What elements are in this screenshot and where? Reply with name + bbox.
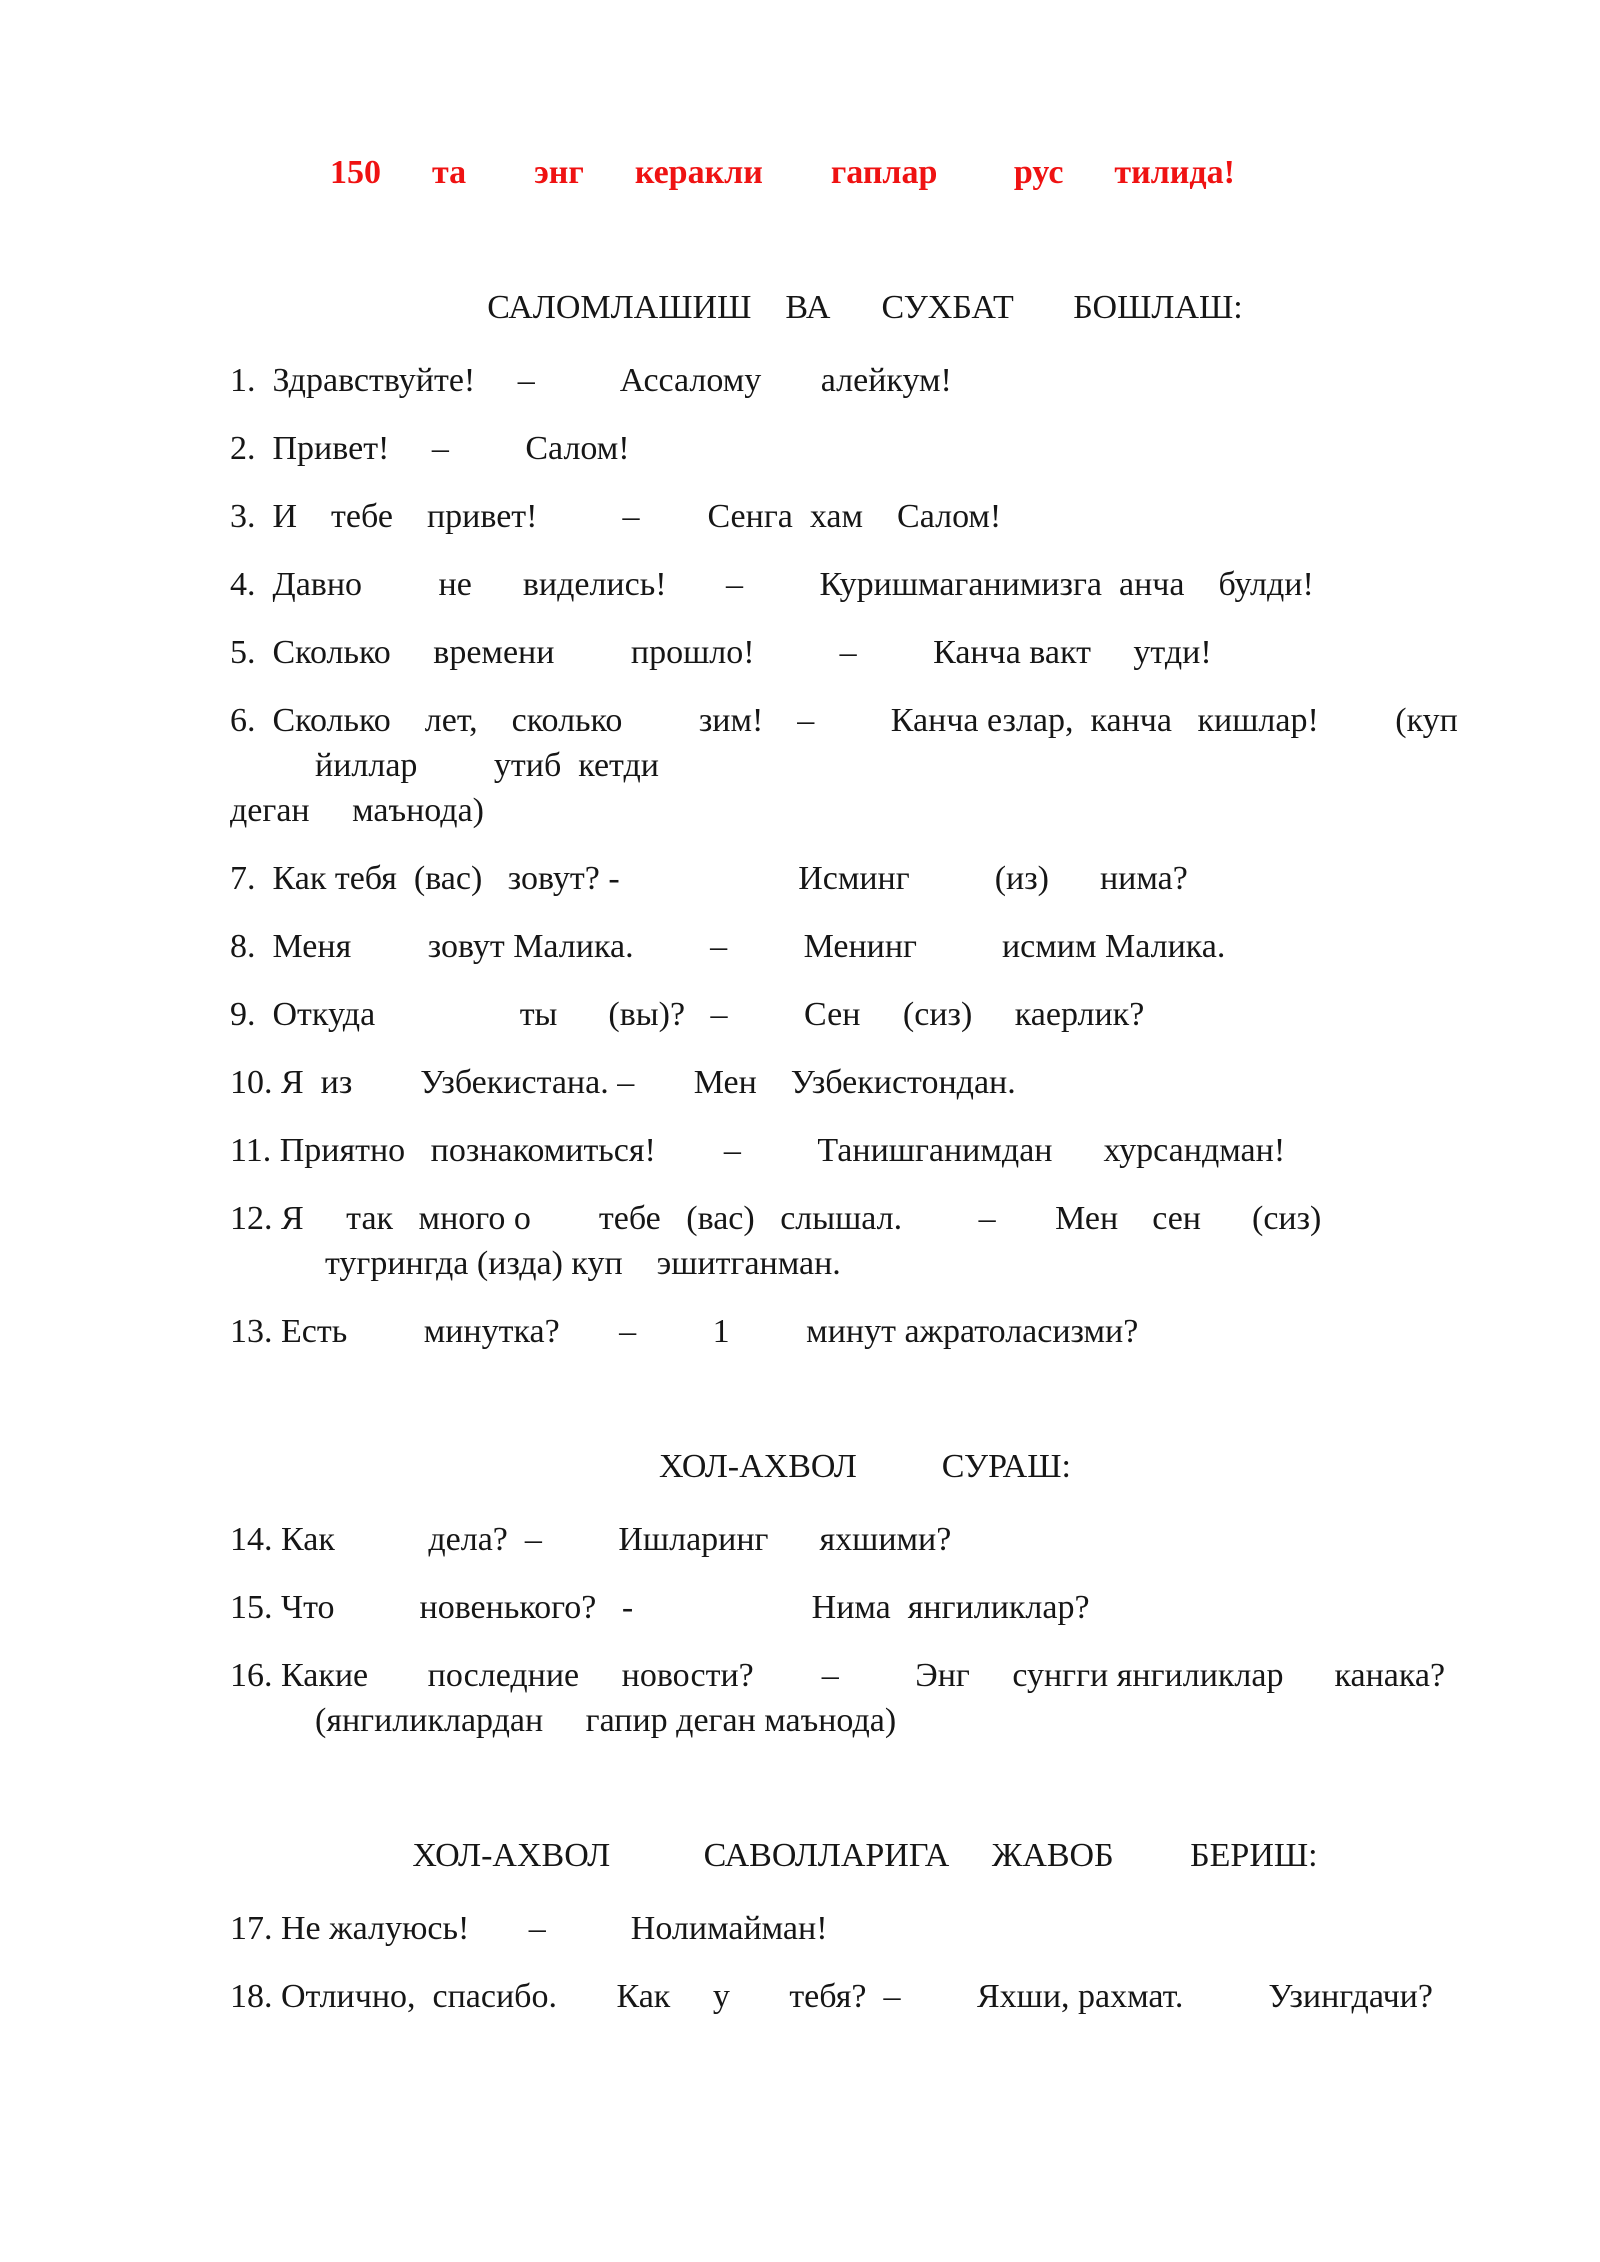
phrase-line: 2. Привет! – Салом!: [230, 430, 630, 467]
phrase-line: 9. Откуда ты (вы)? – Сен (сиз) каерлик?: [230, 996, 1145, 1033]
phrase-item: [230, 992, 1500, 1037]
phrase-line: 13. Есть минутка? – 1 минут ажратоласизми?: [230, 1313, 1139, 1350]
phrase-item: [230, 630, 1500, 675]
phrase-item: [230, 1060, 1500, 1105]
phrase-item: [230, 698, 1500, 833]
phrase-item: [230, 1128, 1500, 1173]
phrase-line: тугрингда (изда) куп эшитганман.: [325, 1245, 841, 1282]
phrase-line: 14. Как дела? – Ишларинг яхшими?: [230, 1521, 952, 1558]
phrase-item: [230, 358, 1500, 403]
phrase-line: 1. Здравствуйте! – Ассалому алейкум!: [230, 362, 952, 399]
phrase-line: йиллар утиб кетди: [315, 747, 659, 784]
phrase-line: 18. Отлично, спасибо. Как у тебя? – Яхши, рахмат. Узингдачи?: [230, 1978, 1433, 2015]
phrase-line: 15. Что новенького? - Нима янгиликлар?: [230, 1589, 1090, 1626]
phrase-item: [230, 924, 1500, 969]
phrase-section: [230, 1833, 1500, 2019]
phrase-item: [230, 1653, 1500, 1743]
phrase-line: 12. Я так много о тебе (вас) слышал. – Мен сен (сиз): [230, 1200, 1322, 1237]
section-heading: САЛОМЛАШИШ ВА СУХБАТ БОШЛАШ:: [487, 289, 1243, 326]
phrase-line: 11. Приятно познакомиться! – Танишганимдан хурсандман!: [230, 1132, 1286, 1169]
phrase-line: 10. Я из Узбекистана. – Мен Узбекистондан.: [230, 1064, 1016, 1101]
section-heading: ХОЛ-АХВОЛ САВОЛЛАРИГА ЖАВОБ БЕРИШ:: [412, 1837, 1318, 1874]
phrase-line: деган маънода): [230, 792, 485, 829]
document-body: [230, 285, 1500, 2019]
phrase-line: 16. Какие последние новости? – Энг сунгги янгиликлар канака?: [230, 1657, 1446, 1694]
phrase-item: [230, 1196, 1500, 1286]
phrase-item: [230, 1585, 1500, 1630]
phrase-item: [230, 1906, 1500, 1951]
document-title: 150 та энг керакли гаплар рус тилида!: [330, 154, 1235, 191]
section-heading: ХОЛ-АХВОЛ СУРАШ:: [659, 1448, 1071, 1485]
phrase-item: [230, 426, 1500, 471]
phrase-item: [230, 856, 1500, 901]
phrase-item: [230, 494, 1500, 539]
phrase-line: 6. Сколько лет, сколько зим! – Канча езлар, канча кишлар! (куп: [230, 702, 1458, 739]
phrase-section: [230, 1444, 1500, 1743]
phrase-line: 17. Не жалуюсь! – Нолимайман!: [230, 1910, 828, 1947]
phrase-item: [230, 1974, 1500, 2019]
phrase-item: [230, 1309, 1500, 1354]
phrase-line: 3. И тебе привет! – Сенга хам Салом!: [230, 498, 1002, 535]
phrase-section: [230, 285, 1500, 1354]
phrase-item: [230, 562, 1500, 607]
phrase-line: (янгиликлардан гапир деган маънода): [315, 1702, 897, 1739]
phrase-line: 4. Давно не виделись! – Куришмаганимизга анча булди!: [230, 566, 1314, 603]
phrase-item: [230, 1517, 1500, 1562]
phrase-line: 5. Сколько времени прошло! – Канча вакт утди!: [230, 634, 1212, 671]
phrase-line: 8. Меня зовут Малика. – Менинг исмим Малика.: [230, 928, 1226, 965]
phrase-line: 7. Как тебя (вас) зовут? - Исминг (из) нима?: [230, 860, 1188, 897]
